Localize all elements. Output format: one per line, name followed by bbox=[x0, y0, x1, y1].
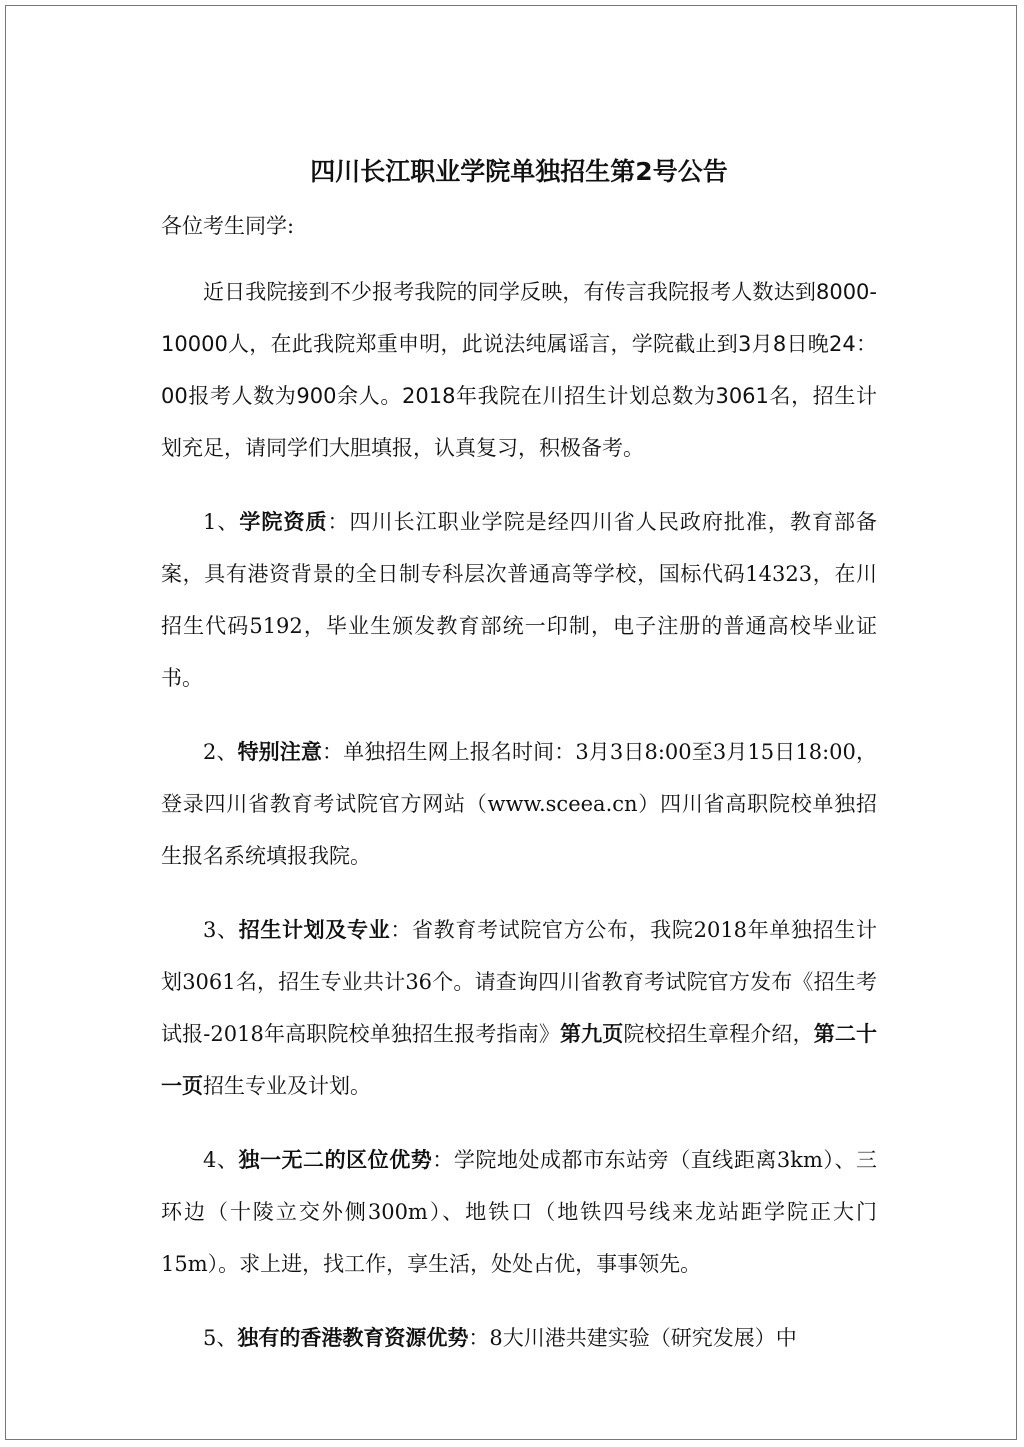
item-4-label: 独一无二的区位优势 bbox=[238, 1148, 433, 1172]
document-body bbox=[161, 144, 877, 1386]
item-5-label: 独有的香港教育资源优势 bbox=[237, 1326, 469, 1350]
item-1-text: 四川长江职业学院是经四川省人民政府批准，教育部备案，具有港资背景的全日制专科层次普通高等学校，国标代码14323，在川招生代码5192，毕业生颁发教育部统一印制，电子注册的普通高校毕业证书。 bbox=[161, 510, 878, 690]
item-4-colon: ： bbox=[432, 1148, 454, 1172]
item-3-paragraph bbox=[161, 904, 877, 1112]
item-2-colon: ： bbox=[322, 740, 344, 764]
document-page bbox=[5, 5, 1017, 1440]
item-5-prefix: 5、 bbox=[203, 1326, 238, 1350]
item-1-colon: ： bbox=[327, 510, 350, 534]
item-2-label: 特别注意 bbox=[237, 740, 323, 764]
item-3-prefix: 3、 bbox=[203, 918, 239, 942]
item-4-text: 学院地处成都市东站旁（直线距离3km）、三环边（十陵立交外侧300m）、地铁口（地铁四号线来龙站距学院正大门15m）。求上进，找工作，享生活，处处占优，事事领先。 bbox=[161, 1148, 878, 1276]
item-2-prefix: 2、 bbox=[203, 740, 238, 764]
item-3-emphasis-page-9: 第九页 bbox=[559, 1022, 624, 1046]
item-1-paragraph bbox=[161, 496, 877, 704]
intro-paragraph: 近日我院接到不少报考我院的同学反映，有传言我院报考人数达到8000-10000人，在此我院郑重申明，此说法纯属谣言，学院截止到3月8日晚24：00报考人数为900余人。2018年我院在川招生计划总数为3061名，招生计划充足，请同学们大胆填报，认真复习，积极备考。 bbox=[161, 280, 877, 460]
item-3-label: 招生计划及专业 bbox=[238, 918, 391, 942]
item-2-paragraph bbox=[161, 726, 877, 882]
item-2-text: 单独招生网上报名时间：3月3日8:00至3月15日18:00，登录四川省教育考试院官方网站（www.sceea.cn）四川省高职院校单独招生报名系统填报我院。 bbox=[161, 740, 877, 868]
page-title: 四川长江职业学院单独招生第2号公告 bbox=[310, 157, 728, 186]
item-3-text-a: 省教育考试院官方公布，我院2018年单独招生计划3061名，招生专业共计36个。请查询四川省教育考试院官方发布《招生考试报-2018年高职院校单独招生报考指南》 bbox=[161, 918, 878, 1046]
item-3-emphasis-page-21: 第二十一页 bbox=[161, 1022, 878, 1098]
item-4-paragraph bbox=[161, 1134, 877, 1290]
item-5-paragraph bbox=[161, 1312, 877, 1364]
item-3-colon: ： bbox=[390, 918, 412, 942]
greeting: 各位考生同学: bbox=[161, 214, 295, 238]
item-5-colon: ： bbox=[468, 1326, 490, 1350]
item-5-text: 8大川港共建实验（研究发展）中 bbox=[489, 1326, 797, 1350]
item-3-text-c: 招生专业及计划。 bbox=[203, 1074, 371, 1098]
item-1-label: 学院资质 bbox=[239, 510, 328, 534]
item-1-prefix: 1、 bbox=[203, 510, 240, 534]
item-3-text-b: 院校招生章程介绍， bbox=[623, 1022, 814, 1046]
item-4-prefix: 4、 bbox=[203, 1148, 239, 1172]
